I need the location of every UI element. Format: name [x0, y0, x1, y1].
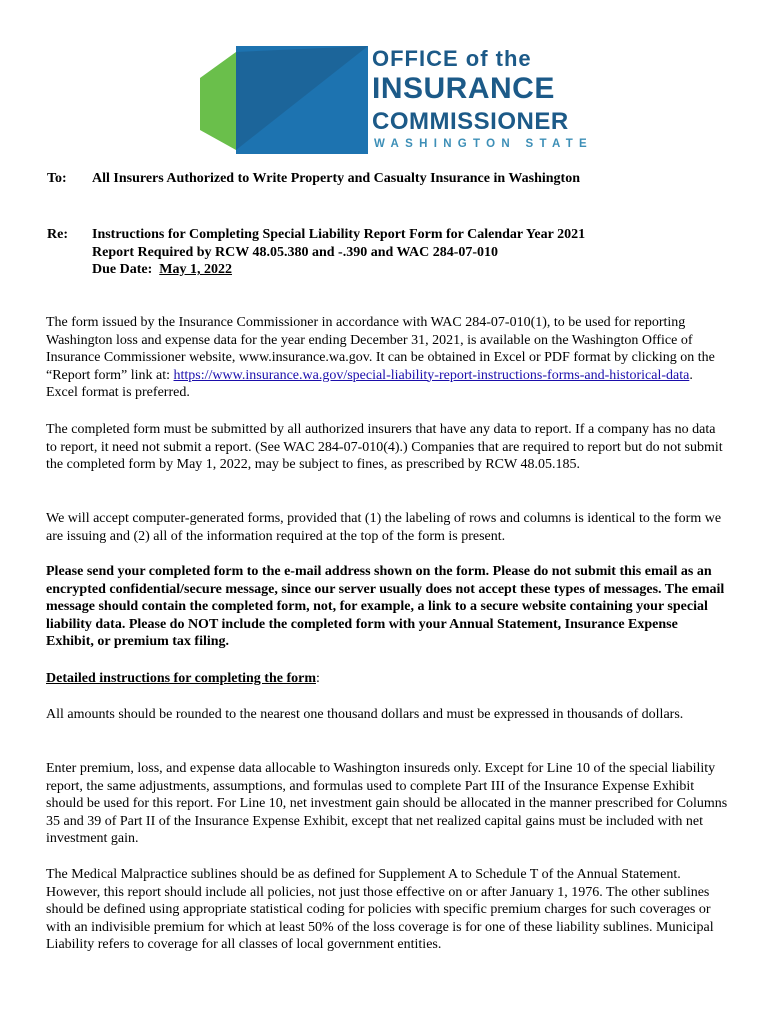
logo-mark-icon — [200, 46, 375, 154]
due-date-label: Due Date: — [92, 262, 153, 277]
form-availability-text: The form issued by the Insurance Commissioner in accordance with WAC 284-07-010(1), to be used for reporting Washington loss and expense data for the year ending December 31, 2021, is available on the Washington Office of Insurance Commissioner website, www.insurance.wa.gov. It can be obtained in Excel or PDF format by clicking on the “Report form” link at: — [46, 315, 715, 383]
logo-line-insurance: INSURANCE — [372, 72, 555, 105]
report-form-link[interactable]: https://www.insurance.wa.gov/special-liability-report-instructions-forms-and-historical-data — [173, 367, 690, 383]
to-value: All Insurers Authorized to Write Property and Casualty Insurance in Washington — [92, 171, 580, 186]
paragraph-submission-requirement: The completed form must be submitted by all authorized insurers that have any data to report. If a company has no data to report, it need not submit a report. (See WAC 284-07-010(4).) Companies that are required to report but do not submit the completed form by May 1, 2022, may be subject to fines, as prescribed by RCW 48.05.185. — [46, 422, 723, 472]
paragraph-email-instructions: Please send your completed form to the e-mail address shown on the form. Please do not submit this email as an encrypted confidential/secure message, since our server usually does not accept these types of messages. The email message should contain the completed form, not, for example, a link to a secure website containing your special liability data. Please do NOT include the completed form with your Annual Statement, Insurance Expense Exhibit, or premium tax filing. — [46, 564, 725, 649]
paragraph-sublines: The Medical Malpractice sublines should be as defined for Supplement A to Schedule T of the Annual Statement. However, this report should include all policies, not just those effective on or after January 1, 1976. The other sublines should be defined using appropriate statistical coding for policies with specific premium charges for such coverages or with an indivisible premium for which at least 50% of the loss coverage is for one of these liability sublines. Municipal Liability refers to coverage for all classes of local government entities. — [46, 867, 714, 952]
re-line-1: Instructions for Completing Special Liability Report Form for Calendar Year 2021 — [92, 227, 586, 242]
re-label: Re: — [47, 227, 68, 242]
to-label: To: — [47, 171, 67, 186]
excel-preferred-text: . Excel format is preferred. — [46, 367, 693, 400]
detailed-heading-colon: : — [315, 671, 320, 686]
detailed-heading-text: Detailed instructions for completing the form — [46, 671, 316, 686]
detailed-instructions-heading — [46, 670, 728, 688]
paragraph-rounding: All amounts should be rounded to the nearest one thousand dollars and must be expressed in thousands of dollars. — [46, 707, 684, 722]
due-date-value: May 1, 2022 — [159, 262, 232, 277]
logo-line-office: OFFICE of the — [372, 46, 532, 71]
paragraph-computer-forms: We will accept computer-generated forms, provided that (1) the labeling of rows and columns is identical to the form we are issuing and (2) all of the information required at the top of the form is present. — [46, 511, 722, 544]
re-block — [92, 226, 585, 279]
re-line-2: Report Required by RCW 48.05.380 and -.390 and WAC 284-07-010 — [92, 244, 499, 260]
due-date-line — [92, 261, 585, 279]
logo-line-state: WASHINGTON STATE — [374, 138, 593, 150]
paragraph-data-allocation: Enter premium, loss, and expense data allocable to Washington insureds only. Except for Line 10 of the special liability report, the same adjustments, assumptions, and formulas used to complete Part III of the Insurance Expense Exhibit should be used for this report. For Line 10, net investment gain should be allocated in the manner prescribed for Columns 35 and 39 of Part II of the Insurance Expense Exhibit, except that net realized capital gains must be included with net investment gain. — [46, 761, 728, 846]
logo-line-commissioner: COMMISSIONER — [372, 108, 569, 135]
paragraph-form-availability — [46, 314, 728, 402]
oic-logo — [200, 46, 593, 156]
